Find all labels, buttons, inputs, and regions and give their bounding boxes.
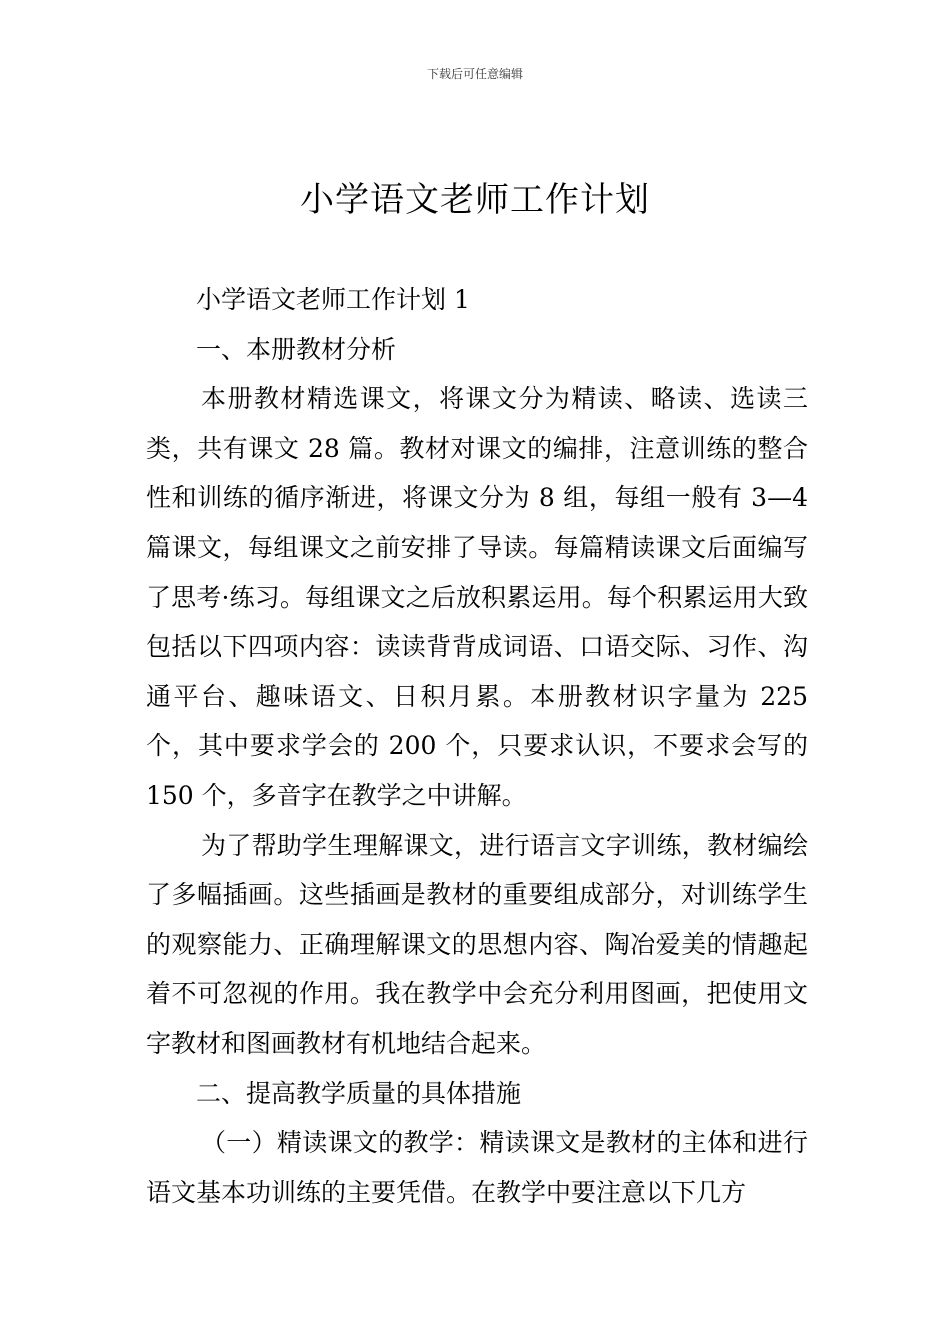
- document-title: 小学语文老师工作计划: [300, 180, 650, 220]
- section-heading: 小学语文老师工作计划 1: [196, 285, 470, 314]
- page-header-note: 下载后可任意编辑: [426, 67, 523, 81]
- section-heading: 一、本册教材分析: [196, 334, 397, 364]
- section-heading: 二、提高教学质量的具体措施: [196, 1078, 522, 1108]
- body-paragraph: （一）精读课文的教学：精读课文是教材的主体和进行语文基本功训练的主要凭借。在教学中要注意以下几方: [146, 1128, 808, 1207]
- document-body: [146, 275, 808, 1217]
- body-paragraph: 为了帮助学生理解课文，进行语言文字训练，教材编绘了多幅插画。这些插画是教材的重要组成部分，对训练学生的观察能力、正确理解课文的思想内容、陶冶爱美的情趣起着不可忽视的作用。我在教学中会充分利用图画，把使用文字教材和图画教材有机地结合起来。: [146, 830, 808, 1058]
- body-paragraph: 本册教材精选课文，将课文分为精读、略读、选读三类，共有课文 28 篇。教材对课文的编排，注意训练的整合性和训练的循序渐进，将课文分为 8 组，每组一般有 3—4 篇课文，每组课文之前安排了导读。每篇精读课文后面编写了思考·练习。每组课文之后放积累运用。每个积累运用大致包括以下四项内容：读读背背成词语、口语交际、习作、沟通平台、趣味语文、日积月累。本册教材识字量为 225 个，其中要求学会的 200 个，只要求认识，不要求会写的 150 个，多音字在教学之中讲解。: [146, 384, 808, 810]
